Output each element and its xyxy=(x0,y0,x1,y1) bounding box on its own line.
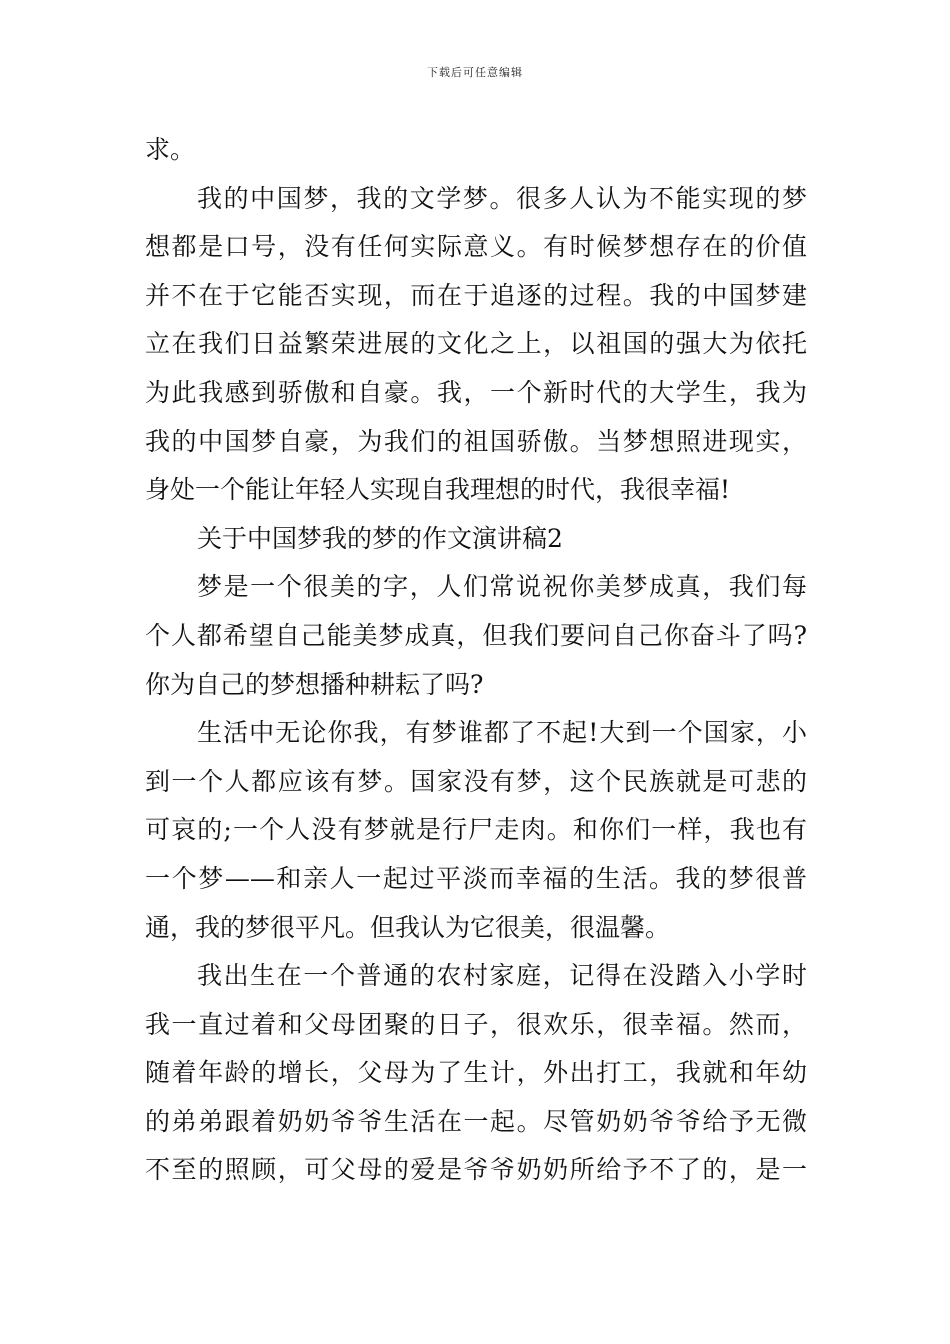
text-line: 随着年龄的增长，父母为了生计，外出打工，我就和年幼 xyxy=(145,1058,807,1088)
text-line: 通，我的梦很平凡。但我认为它很美，很温馨。 xyxy=(145,912,671,942)
text-line: 你为自己的梦想播种耕耘了吗? xyxy=(145,669,484,699)
paragraph-first-line: 我出生在一个普通的农村家庭，记得在没踏入小学时 xyxy=(197,961,807,991)
document-body xyxy=(145,126,807,1195)
text-line: 的弟弟跟着奶奶爷爷生活在一起。尽管奶奶爷爷给予无微 xyxy=(145,1106,807,1136)
text-line: 到一个人都应该有梦。国家没有梦，这个民族就是可悲的 xyxy=(145,766,807,796)
page-header: 下载后可任意编辑 xyxy=(427,66,523,79)
paragraph-first-line: 我的中国梦，我的文学梦。很多人认为不能实现的梦 xyxy=(197,183,807,213)
text-line: 我的中国梦自豪，为我们的祖国骄傲。当梦想照进现实， xyxy=(145,426,807,456)
text-line: 可哀的;一个人没有梦就是行尸走肉。和你们一样，我也有 xyxy=(145,815,807,845)
text-line: 并不在于它能否实现，而在于追逐的过程。我的中国梦建 xyxy=(145,280,807,310)
text-line: 不至的照顾，可父母的爱是爷爷奶奶所给予不了的，是一 xyxy=(145,1155,807,1185)
text-line: 个人都希望自己能美梦成真，但我们要问自己你奋斗了吗? xyxy=(145,620,807,650)
text-line: 想都是口号，没有任何实际意义。有时候梦想存在的价值 xyxy=(145,232,807,262)
text-line: 求。 xyxy=(145,135,196,164)
text-line: 为此我感到骄傲和自豪。我，一个新时代的大学生，我为 xyxy=(145,377,807,407)
paragraph-first-line: 梦是一个很美的字，人们常说祝你美梦成真，我们每 xyxy=(197,572,807,602)
paragraph-first-line: 生活中无论你我，有梦谁都了不起!大到一个国家，小 xyxy=(197,718,807,748)
section-heading: 关于中国梦我的梦的作文演讲稿2 xyxy=(197,523,563,553)
text-line: 一个梦——和亲人一起过平淡而幸福的生活。我的梦很普 xyxy=(145,863,807,893)
text-line: 我一直过着和父母团聚的日子，很欢乐，很幸福。然而， xyxy=(145,1009,807,1039)
text-line: 立在我们日益繁荣进展的文化之上，以祖国的强大为依托 xyxy=(145,329,807,359)
text-line: 身处一个能让年轻人实现自我理想的时代，我很幸福! xyxy=(145,475,731,505)
